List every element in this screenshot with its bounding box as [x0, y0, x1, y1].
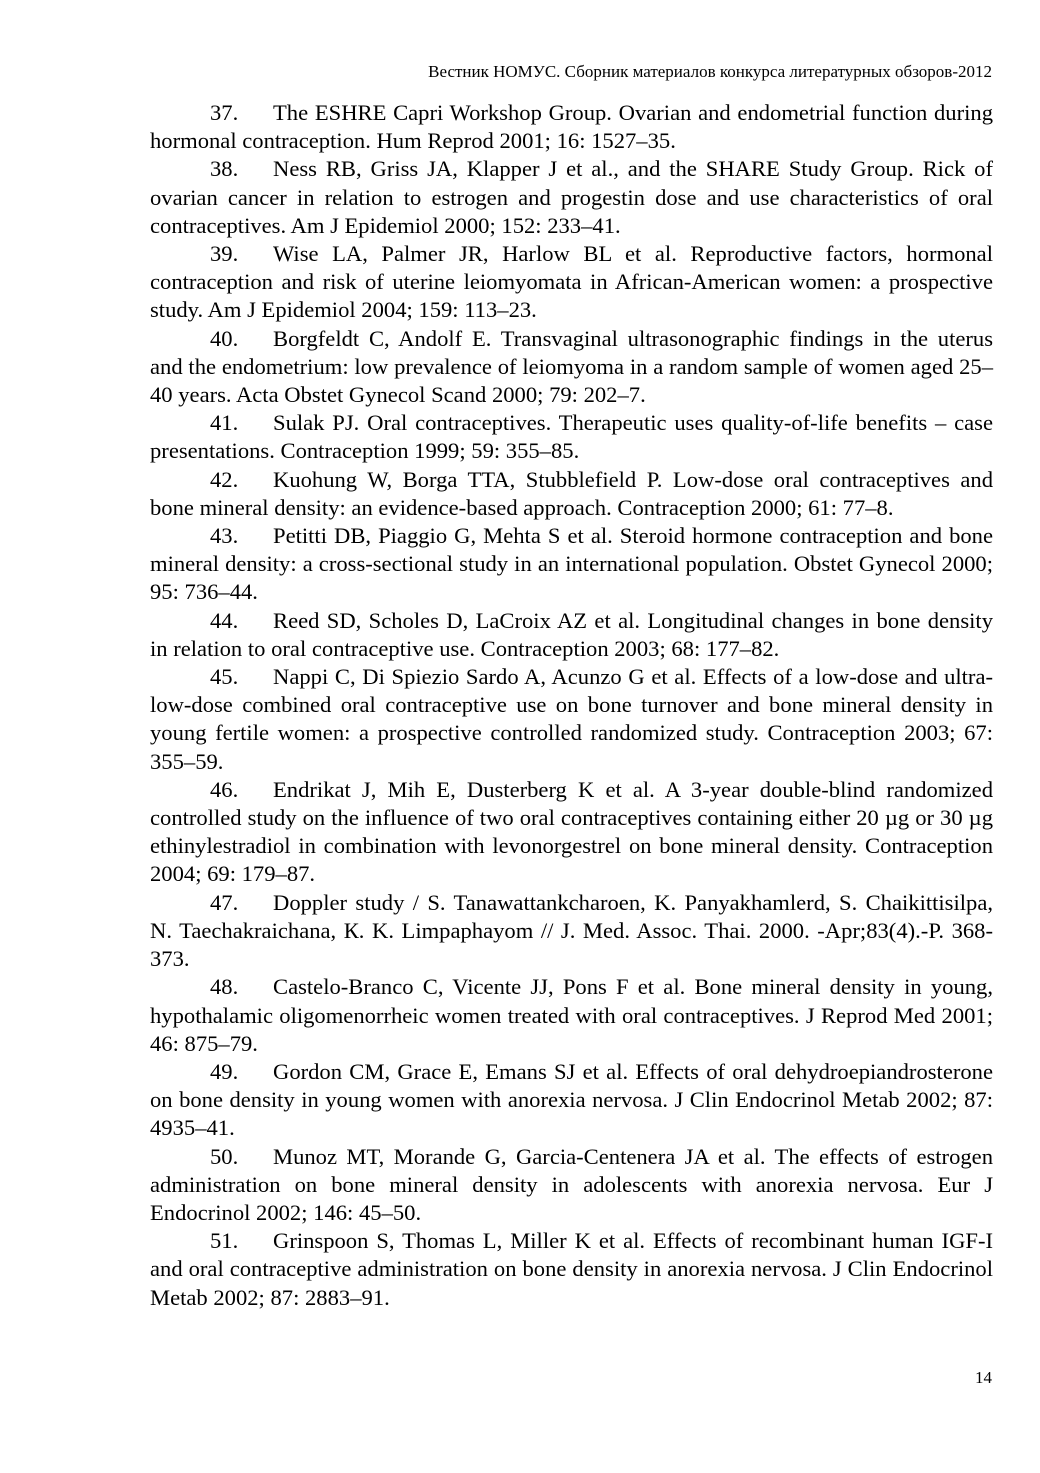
reference-number: 45.	[210, 664, 239, 690]
reference-text: Doppler study / S. Tanawattankcharoen, K. Panyakhamlerd, S. Chaikittisilpa, N. Taechakraichana, К. K. Limpaphayom // J. Med. Assoc. Thai. 2000. -Apr;83(4).-P. 368-373.	[150, 889, 993, 972]
reference-number: 50.	[210, 1143, 239, 1169]
reference-text: Borgfeldt C, Andolf E. Transvaginal ultrasonographic findings in the uterus and the endometrium: low prevalence of leiomyoma in a random sample of women aged 25–40 years. Acta Obstet Gynecol Scand 2000; 79: 202–7.	[150, 325, 993, 408]
reference-item	[150, 99, 993, 155]
reference-list	[150, 99, 993, 1312]
running-header: Вестник НОМУС. Сборник материалов конкурса литературных обзоров-2012	[428, 62, 992, 81]
reference-text: Wise LA, Palmer JR, Harlow BL et al. Reproductive factors, hormonal contraception and risk of uterine leiomyomata in African-American women: a prospective study. Am J Epidemiol 2004; 159: 113–23.	[150, 241, 993, 323]
reference-item	[150, 973, 993, 1058]
reference-number: 37.	[210, 100, 239, 125]
reference-item	[150, 1143, 993, 1228]
reference-text: Sulak PJ. Oral contraceptives. Therapeutic uses quality-of-life benefits – case presentations. Contraception 1999; 59: 355–85.	[150, 410, 993, 464]
reference-number: 41.	[210, 410, 239, 436]
reference-text: Petitti DB, Piaggio G, Mehta S et al. Steroid hormone contraception and bone mineral density: a cross-sectional study in an international population. Obstet Gynecol 2000; 95: 736–44.	[150, 523, 993, 605]
reference-text: Grinspoon S, Thomas L, Miller K et al. Effects of recombinant human IGF-I and oral contraceptive administration on bone density in anorexia nervosa. J Clin Endocrinol Metab 2002; 87: 2883–91.	[150, 1228, 993, 1310]
reference-number: 49.	[210, 1058, 239, 1084]
reference-text: Endrikat J, Mih E, Dusterberg K et al. A 3-year double-blind randomized controlled study on the influence of two oral contraceptives containing either 20 µg or 30 µg ethinylestradiol in combination with levonorgestrel on bone mineral density. Contraception 2004; 69: 179–87.	[150, 776, 993, 887]
reference-number: 39.	[210, 241, 239, 267]
reference-text: Munoz MT, Morande G, Garcia-Centenera JA et al. The effects of estrogen administration on bone mineral density in adolescents with anorexia nervosa. Eur J Endocrinol 2002; 146: 45–50.	[150, 1143, 993, 1225]
reference-item	[150, 240, 993, 325]
reference-item	[150, 155, 993, 240]
reference-item	[150, 776, 993, 889]
reference-number: 43.	[210, 523, 239, 549]
reference-item	[150, 663, 993, 776]
reference-item	[150, 1058, 993, 1143]
reference-text: Kuohung W, Borga TTA, Stubblefield P. Low-dose oral contraceptives and bone mineral density: an evidence-based approach. Contraception 2000; 61: 77–8.	[150, 466, 993, 520]
reference-text: The ESHRE Capri Workshop Group. Ovarian and endometrial function during hormonal contraception. Hum Reprod 2001; 16: 1527–35.	[150, 100, 993, 154]
reference-item	[150, 522, 993, 607]
reference-text: Gordon CM, Grace E, Emans SJ et al. Effects of oral dehydroepiandrosterone on bone density in young women with anorexia nervosa. J Clin Endocrinol Metab 2002; 87: 4935–41.	[150, 1058, 993, 1141]
reference-text: Reed SD, Scholes D, LaCroix AZ et al. Longitudinal changes in bone density in relation to oral contraceptive use. Contraception 2003; 68: 177–82.	[150, 607, 993, 661]
reference-item	[150, 1227, 993, 1312]
reference-text: Nappi C, Di Spiezio Sardo A, Acunzo G et al. Effects of a low-dose and ultra-low-dose combined oral contraceptive use on bone turnover and bone mineral density in young fertile women: a prospective controlled randomized study. Contraception 2003; 67: 355–59.	[150, 664, 993, 774]
reference-number: 46.	[210, 776, 239, 802]
page-number: 14	[975, 1368, 992, 1387]
reference-number: 44.	[210, 607, 239, 633]
reference-item	[150, 607, 993, 663]
reference-number: 51.	[210, 1228, 239, 1254]
reference-number: 38.	[210, 156, 239, 182]
reference-number: 48.	[210, 974, 239, 1000]
reference-item	[150, 325, 993, 410]
reference-item	[150, 889, 993, 974]
reference-number: 42.	[210, 466, 239, 492]
reference-number: 40.	[210, 325, 239, 351]
reference-item	[150, 409, 993, 465]
reference-text: Castelo-Branco C, Vicente JJ, Pons F et al. Bone mineral density in young, hypothalamic oligomenorrheic women treated with oral contraceptives. J Reprod Med 2001; 46: 875–79.	[150, 974, 993, 1056]
reference-number: 47.	[210, 889, 239, 915]
reference-text: Ness RB, Griss JA, Klapper J et al., and the SHARE Study Group. Rick of ovarian cancer in relation to estrogen and progestin dose and use characteristics of oral contraceptives. Am J Epidemiol 2000; 152: 233–41.	[150, 156, 993, 238]
reference-item	[150, 466, 993, 522]
